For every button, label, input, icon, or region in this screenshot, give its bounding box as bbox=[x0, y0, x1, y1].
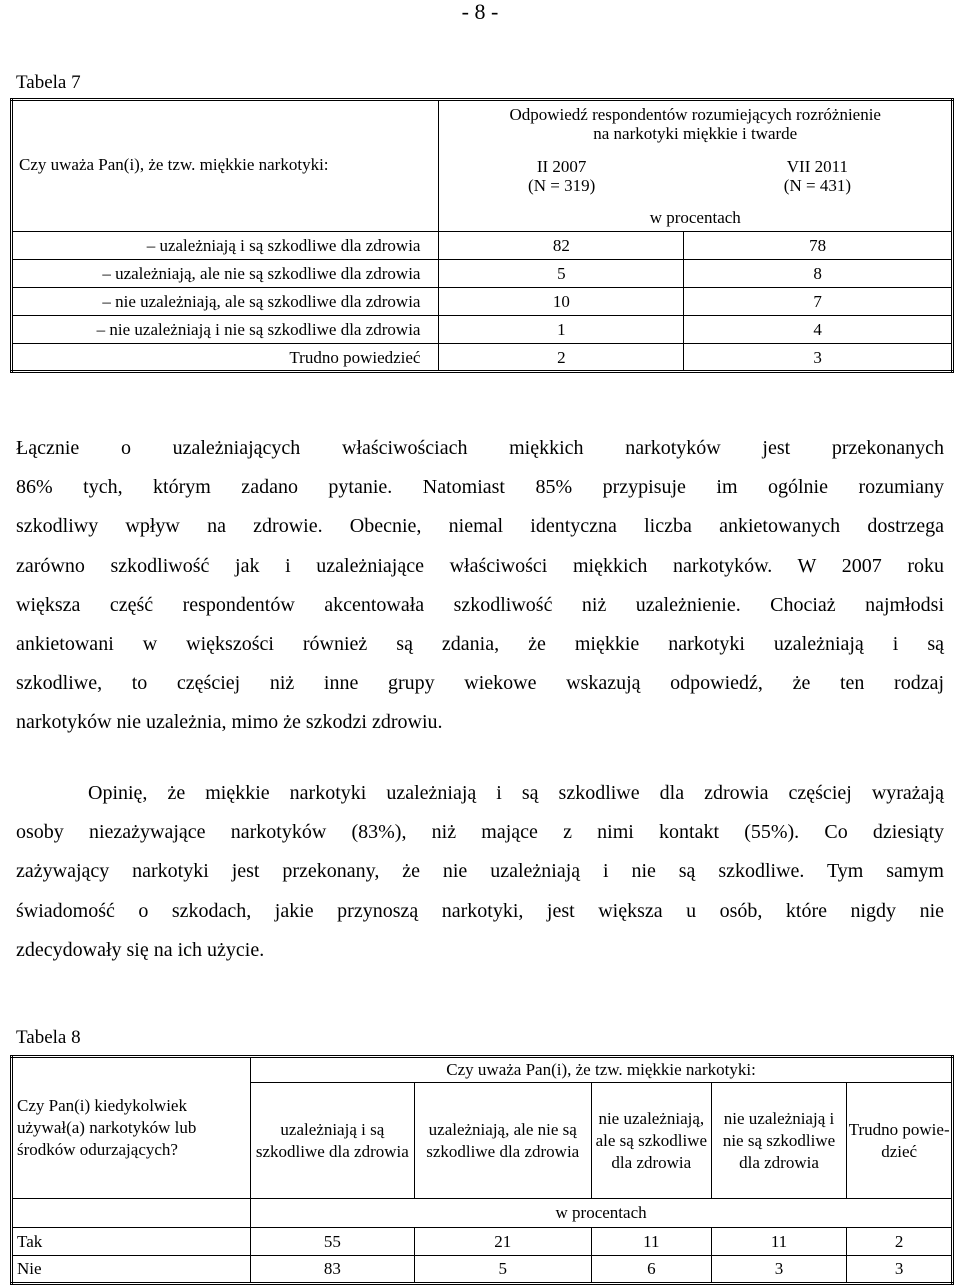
table-row bbox=[12, 344, 953, 372]
table-row bbox=[12, 1228, 953, 1256]
table8-col-header: nie uzależniają, ale są szkodliwe dla zdrowia bbox=[591, 1083, 711, 1199]
table8-cell: 3 bbox=[847, 1256, 953, 1284]
table7-group-header-line1: Odpowiedź respondentów rozumiejących rozróżnienie bbox=[509, 104, 881, 124]
table7-unit: w procentach bbox=[439, 205, 953, 232]
table8-row-label: Tak bbox=[12, 1228, 251, 1256]
table7-cell: 7 bbox=[684, 288, 953, 316]
table7-row-label: – nie uzależniają, ale są szkodliwe dla zdrowia bbox=[12, 288, 439, 316]
table7-col-2011-line2: (N = 431) bbox=[783, 175, 851, 195]
table8-group-header: Czy uważa Pan(i), że tzw. miękkie narkotyki: bbox=[251, 1057, 953, 1083]
table8-caption: Tabela 8 bbox=[16, 1027, 81, 1048]
paragraph-line: świadomość o szkodach, jakie przynoszą narkotyki, jest większa u osób, które nigdy nie bbox=[16, 899, 944, 922]
table7-question: Czy uważa Pan(i), że tzw. miękkie narkotyki: bbox=[19, 154, 329, 174]
table7-col-2007-line2: (N = 319) bbox=[528, 175, 596, 195]
table7-caption: Tabela 7 bbox=[16, 72, 81, 93]
paragraph-2 bbox=[16, 774, 944, 970]
table-row bbox=[12, 232, 953, 260]
table8 bbox=[10, 1055, 954, 1285]
table8-question: Czy Pan(i) kiedykolwiek używał(a) narkotyków lub środków odurzających? bbox=[12, 1057, 251, 1199]
paragraph-line: osoby niezażywające narkotyków (83%), niż mające z nimi kontakt (55%). Co dziesiąty bbox=[16, 821, 944, 844]
table8-col-header: Trudno powie-dzieć bbox=[847, 1083, 953, 1199]
table8-cell: 2 bbox=[847, 1228, 953, 1256]
table7-cell: 78 bbox=[684, 232, 953, 260]
table7-row-label: Trudno powiedzieć bbox=[12, 344, 439, 372]
table8-empty-label bbox=[12, 1199, 251, 1228]
table-row bbox=[12, 316, 953, 344]
table7-col-2011-line1: VII 2011 bbox=[786, 156, 848, 176]
table8-cell: 55 bbox=[251, 1228, 414, 1256]
paragraph-line: szkodliwe, to częściej niż inne grupy wiekowe wskazują odpowiedź, że ten rodzaj bbox=[16, 672, 944, 695]
table7-cell: 10 bbox=[439, 288, 684, 316]
table-row bbox=[12, 260, 953, 288]
table8-col-header: uzależniają, ale nie są szkodliwe dla zdrowia bbox=[414, 1083, 591, 1199]
table8-cell: 5 bbox=[414, 1256, 591, 1284]
table7-empty-corner bbox=[12, 100, 439, 147]
table7-col-2007 bbox=[439, 147, 684, 205]
table7-row-label: – uzależniają i są szkodliwe dla zdrowia bbox=[12, 232, 439, 260]
table8-col-header: uzależniają i są szkodliwe dla zdrowia bbox=[251, 1083, 414, 1199]
paragraph-line: większa część respondentów akcentowała szkodliwość niż uzależnienie. Chociaż najmłodsi bbox=[16, 593, 944, 616]
paragraph-1 bbox=[16, 429, 944, 743]
paragraph-line: narkotyków nie uzależnia, mimo że szkodzi zdrowiu. bbox=[16, 711, 443, 734]
table7-col-2007-line1: II 2007 bbox=[536, 156, 587, 176]
table7-cell: 82 bbox=[439, 232, 684, 260]
table8-col-header: nie uzależniają i nie są szkodliwe dla zdrowia bbox=[711, 1083, 847, 1199]
table8-row-label: Nie bbox=[12, 1256, 251, 1284]
paragraph-line: zażywający narkotyki jest przekonany, że nie uzależniają i nie są szkodliwe. Tym samym bbox=[16, 860, 944, 883]
table7-cell: 8 bbox=[684, 260, 953, 288]
table8-cell: 83 bbox=[251, 1256, 414, 1284]
table7-cell: 5 bbox=[439, 260, 684, 288]
paragraph-line: 86% tych, którym zadano pytanie. Natomiast 85% przypisuje im ogólnie rozumiany bbox=[16, 476, 944, 499]
table8-cell: 11 bbox=[591, 1228, 711, 1256]
paragraph-line: zarówno szkodliwość jak i uzależniające właściwości miękkich narkotyków. W 2007 roku bbox=[16, 554, 944, 577]
table7-row-label: – uzależniają, ale nie są szkodliwe dla zdrowia bbox=[12, 260, 439, 288]
paragraph-line: Opinię, że miękkie narkotyki uzależniają i są szkodliwe dla zdrowia częściej wyrażają bbox=[88, 782, 944, 804]
page-number: - 8 - bbox=[461, 0, 499, 24]
table7-empty-label bbox=[12, 205, 439, 232]
table8-unit: w procentach bbox=[251, 1199, 953, 1228]
table7-group-header bbox=[439, 100, 953, 147]
paragraph-line: ankietowani w większości również są zdania, że miękkie narkotyki uzależniają i są bbox=[16, 633, 944, 656]
paragraph-line: szkodliwy wpływ na zdrowie. Obecnie, niemal identyczna liczba ankietowanych dostrzega bbox=[16, 515, 944, 538]
table7 bbox=[10, 98, 954, 373]
table7-col-2011 bbox=[684, 147, 953, 205]
table-row bbox=[12, 1256, 953, 1284]
paragraph-line: zdecydowały się na ich użycie. bbox=[16, 938, 265, 961]
table7-cell: 4 bbox=[684, 316, 953, 344]
paragraph-line: Łącznie o uzależniających właściwościach miękkich narkotyków jest przekonanych bbox=[16, 437, 944, 459]
table7-group-header-line2: na narkotyki miękkie i twarde bbox=[593, 123, 798, 143]
table8-cell: 21 bbox=[414, 1228, 591, 1256]
table7-row-label: – nie uzależniają i nie są szkodliwe dla zdrowia bbox=[12, 316, 439, 344]
table8-cell: 6 bbox=[591, 1256, 711, 1284]
table7-cell: 2 bbox=[439, 344, 684, 372]
table-row bbox=[12, 288, 953, 316]
table7-cell: 1 bbox=[439, 316, 684, 344]
table7-cell: 3 bbox=[684, 344, 953, 372]
table8-cell: 11 bbox=[711, 1228, 847, 1256]
table8-cell: 3 bbox=[711, 1256, 847, 1284]
